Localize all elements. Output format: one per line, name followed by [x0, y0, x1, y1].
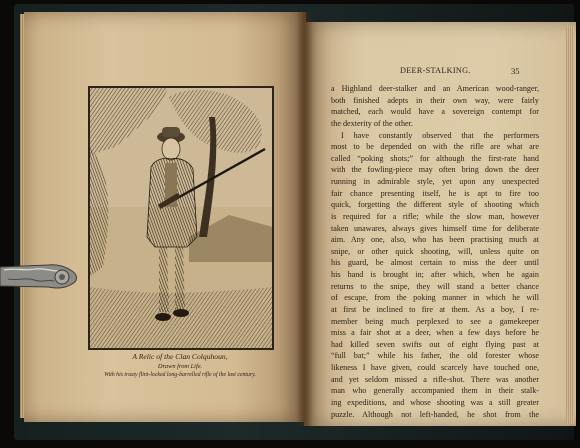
- text-line: at first be inclined to fire at them. As a boy, I re-: [331, 304, 539, 314]
- text-line: both finished adepts in their own way, were fairly: [331, 95, 539, 105]
- text-line: running in admirable style, yet upon any unexpected: [331, 177, 539, 186]
- text-line: I have constantly observed that the performers: [341, 130, 539, 140]
- text-line: aim. Any one, also, who has been practising much at: [331, 235, 539, 245]
- text-line: fair chance presenting itself, he is apt to fire too: [331, 188, 539, 198]
- text-line: likeness I have given, could scarcely have touched one,: [331, 363, 539, 372]
- text-line: and yet seldom missed a rifle-shot. There was another: [331, 374, 539, 384]
- text-line: his guard, be almost certain to miss the deer until: [331, 258, 539, 268]
- page-number: 35: [511, 66, 520, 76]
- caption-note: With his trusty flint-locked long-barrelled rifle of the last century.: [104, 372, 256, 378]
- text-line: his hand is brought in; after which, when he again: [331, 270, 539, 279]
- text-line: “full bat;” while his father, the old forester whose: [331, 351, 539, 361]
- text-line: puzzle. Although not left-handed, he shot from the: [331, 409, 539, 419]
- running-head: DEER-STALKING.: [400, 66, 471, 75]
- right-page-edges: [566, 26, 574, 424]
- text-line: the dexterity of the other.: [331, 118, 413, 128]
- text-line: called “poking shots;” for although the first-rate hand: [331, 153, 539, 163]
- text-line: ing expeditions, and whose shooting was a still greater: [331, 397, 539, 407]
- text-line: with the fowling-piece may often bring down the deer: [331, 165, 539, 175]
- text-line: member being much perplexed to see a gamekeeper: [331, 316, 539, 326]
- caption-title: A Relic of the Clan Colquhoun,: [132, 352, 228, 361]
- text-line: miss a fair shot at a deer, when a few days before he: [331, 328, 539, 338]
- text-line: a Highland deer-stalker and an American wood-ranger,: [331, 84, 539, 93]
- text-line: taken unawares, always gives himself time for deliberate: [331, 223, 539, 233]
- engraving-illustration: [89, 87, 273, 349]
- text-line: is required for a rifle; while the slow man, however: [331, 211, 539, 221]
- text-line: most to be depended on with the rifle are what are: [331, 142, 539, 152]
- text-line: returns to the snipe, they will stand a better chance: [331, 281, 539, 291]
- text-line: man who generally accompanied them in their stalk-: [331, 386, 539, 396]
- caption-credit: Drawn from Life.: [157, 363, 203, 370]
- silver-page-clip: [0, 259, 80, 293]
- page-body-text: [331, 83, 539, 420]
- text-line: snipe, or other quick shooting, will, unless quite on: [331, 246, 539, 256]
- text-line: quick, forgetting the different style of shooting which: [331, 200, 539, 210]
- text-line: of escape, from the poking manner in which he will: [331, 293, 539, 303]
- text-line: had killed seven swifts out of eight flying past at: [331, 339, 539, 349]
- text-line: matched, each would have a sovereign contempt for: [331, 107, 539, 117]
- engraving-plate: [88, 86, 274, 350]
